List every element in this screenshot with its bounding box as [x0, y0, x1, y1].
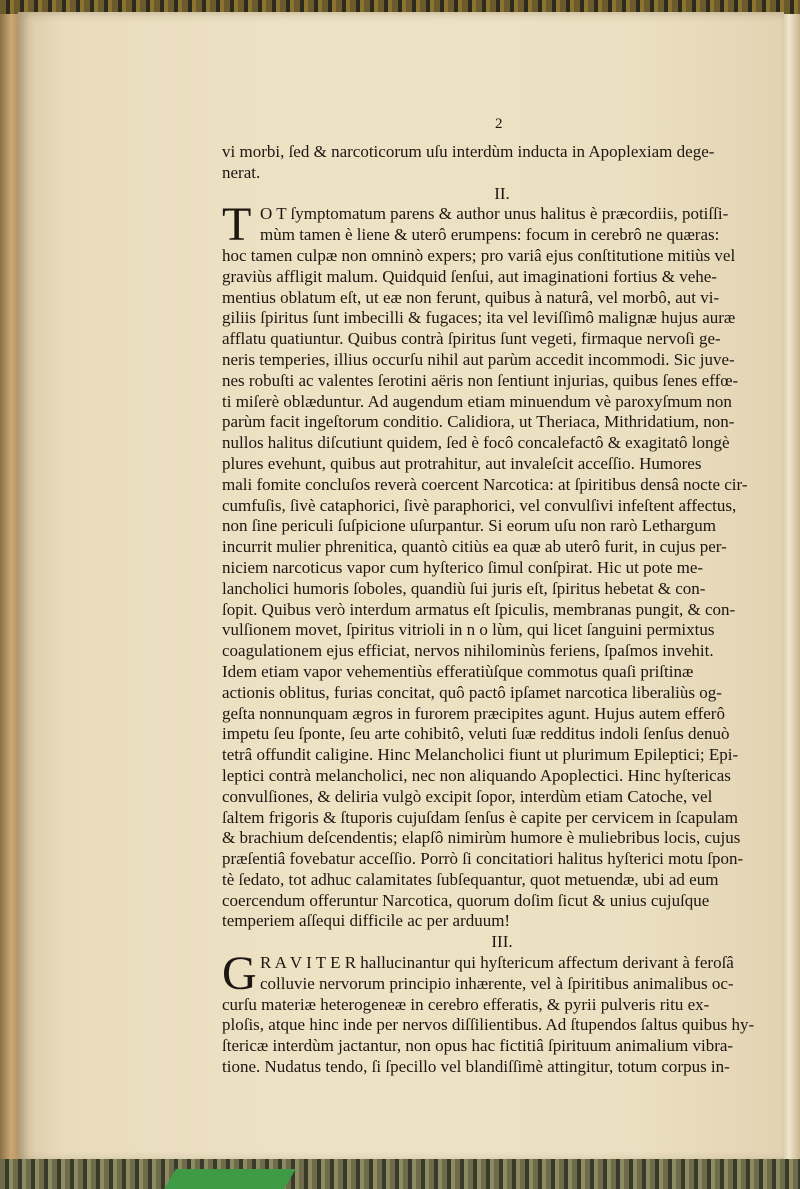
text-line: O T ſymptomatum parens & author unus halitus è præcordiis, potiſſi-	[260, 204, 729, 224]
section-2-paragraph	[222, 198, 762, 932]
text-line: nes robuſti ac valentes ſerotini aëris non ſentiunt injurias, quibus ſenes effœ-	[222, 370, 739, 390]
text-line: actionis oblitus, furias concitat, quô pactô ipſamet narcotica liberaliùs og-	[222, 682, 722, 702]
text-line: convulſiones, & deliria vulgò excipit ſopor, interdùm etiam Catoche, vel	[222, 786, 713, 806]
page-edges-right	[782, 14, 800, 1159]
text-line: nerat.	[222, 162, 261, 182]
text-line: mali fomite concluſos reverà coercent Narcotica: at ſpiritibus densâ nocte cir-	[222, 474, 748, 494]
text-line: tetrâ offundit caligine. Hinc Melancholici fiunt ut plurimum Epileptici; Epi-	[222, 745, 739, 765]
text-line: ſtericæ interdùm jactantur, non opus hac fictitiâ ſpirituum animalium vibra-	[222, 1036, 734, 1056]
text-line: vi morbi, ſed & narcoticorum uſu interdùm inducta in Apoplexiam dege-	[222, 142, 715, 161]
text-line: neris temperies, illius occurſu nihil aut parùm accedit incommodi. Sic juve-	[222, 349, 735, 369]
section-numeral-2: II.	[494, 183, 510, 203]
text-line: leptici contrà melancholici, nec non aliquando Apoplectici. Hinc hyſtericas	[222, 765, 731, 785]
text-line: mentius oblatum eſt, ut eæ non ferunt, quibus à naturâ, vel morbô, aut vi-	[222, 287, 720, 307]
text-line: plures evehunt, quibus aut protrahitur, aut invaleſcit acceſſio. Humores	[222, 453, 702, 473]
text-line: tione. Nudatus tendo, ſi ſpecillo vel blandiſſimè attingitur, totum corpus in-	[222, 1057, 730, 1077]
continuation-paragraph	[222, 142, 762, 184]
text-line: & brachium deſcendentis; elapſô nimirùm humore è muliebribus locis, cujus	[222, 828, 741, 848]
text-line: non ſine periculi ſuſpicione uſurpantur. Si eorum uſu non rarò Lethargum	[222, 516, 716, 536]
section-numeral-3: III.	[491, 932, 513, 952]
text-line: mùm tamen è liene & uterô erumpens: focum in cerebrô ne quæras:	[260, 225, 720, 245]
text-line: cumfuſis, ſivè cataphorici, ſivè paraphorici, vel convulſivi infeſtent affectus,	[222, 495, 737, 515]
text-line: ploſis, atque hinc inde per nervos diſſilientibus. Ad ſtupendos ſaltus quibus hy-	[222, 1015, 755, 1035]
text-line: impetu ſeu ſponte, ſeu arte cohibitô, veluti ſuæ redditus indoli ſenſus denuò	[222, 724, 730, 744]
text-line: hoc tamen culpæ non omninò expers; pro variâ ejus conſtitutione mitiùs vel	[222, 245, 736, 265]
text-line: lancholici humoris ſoboles, quandiù ſui juris eſt, ſpiritus hebetat & con-	[222, 578, 706, 598]
book-edge-bottom	[0, 1159, 800, 1189]
text-line: Idem etiam vapor vehementiùs efferatiùſque commotus quaſi priſtinæ	[222, 661, 694, 681]
text-line: nullos halitus diſcutiunt quidem, ſed è focô concalefactô & exagitatô longè	[222, 433, 730, 453]
text-line: parùm facit ingeſtorum conditio. Calidiora, ut Theriaca, Mithridatium, non-	[222, 412, 735, 432]
page-number: 2	[495, 116, 503, 132]
text-line: ſaltem frigoris & ſtuporis cujuſdam ſenſus è capite per cervicem in ſcapulam	[222, 807, 738, 827]
text-line: afflatu quatiuntur. Quibus contrà ſpiritus ſunt vegeti, firmaque nervoſi ge-	[222, 329, 721, 349]
text-line: giliis ſpiritus ſunt imbecilli & fugaces; ita vel leviſſimô malignæ hujus auræ	[222, 308, 736, 328]
text-line: temperiem aſſequi difficile ac per arduum!	[222, 911, 511, 931]
text-line: præſentiâ fovebatur acceſſio. Porrò ſi concitatiori halitus hyſterici motu ſpon-	[222, 849, 744, 869]
text-line: coercendum offeruntur Narcotica, quorum doſim ſicut & unius cujuſque	[222, 890, 710, 910]
text-line: colluvie nervorum principio inhærente, vel à ſpiritibus animalibus oc-	[260, 973, 734, 993]
text-line: coagulationem ejus efficiat, nervos nihilominùs feriens, ſpaſmos invehit.	[222, 641, 714, 661]
text-line: incurrit mulier phrenitica, quantò citiùs ea quæ ab uterô furit, in cujus per-	[222, 537, 727, 557]
drop-cap-t: T	[222, 198, 252, 252]
drop-cap-g: G	[222, 947, 257, 1001]
text-line: ti miſerè oblæduntur. Ad augendum etiam minuendum vè paroxyſmum non	[222, 391, 732, 411]
text-line: geſta nonnunquam ægros in furorem præcipites agunt. Hujus autem efferô	[222, 703, 725, 723]
page-text	[222, 118, 762, 1078]
text-line: curſu materiæ heterogeneæ in cerebro efferatis, & pyrii pulveris ritu ex-	[222, 994, 710, 1014]
text-line: graviùs affligit malum. Quidquid ſenſui, aut imaginationi fortius & vehe-	[222, 266, 717, 286]
text-line: tè ſedato, tot adhuc calamitates ſubſequantur, quot metuendæ, ubi ad eum	[222, 869, 719, 889]
text-line: niciem narcoticus vapor cum hyſterico ſimul conſpirat. Hic ut pote me-	[222, 557, 704, 577]
section-3-paragraph	[222, 947, 762, 1078]
text-line: vulſionem movet, ſpiritus vitrioli in n o lùm, qui licet ſanguini permixtus	[222, 620, 715, 640]
text-line: R A V I T E R hallucinantur qui hyſtericum affectum derivant à feroſâ	[260, 953, 734, 973]
text-line: ſopit. Quibus verò interdum armatus eſt ſpiculis, membranas pungit, & con-	[222, 599, 736, 619]
